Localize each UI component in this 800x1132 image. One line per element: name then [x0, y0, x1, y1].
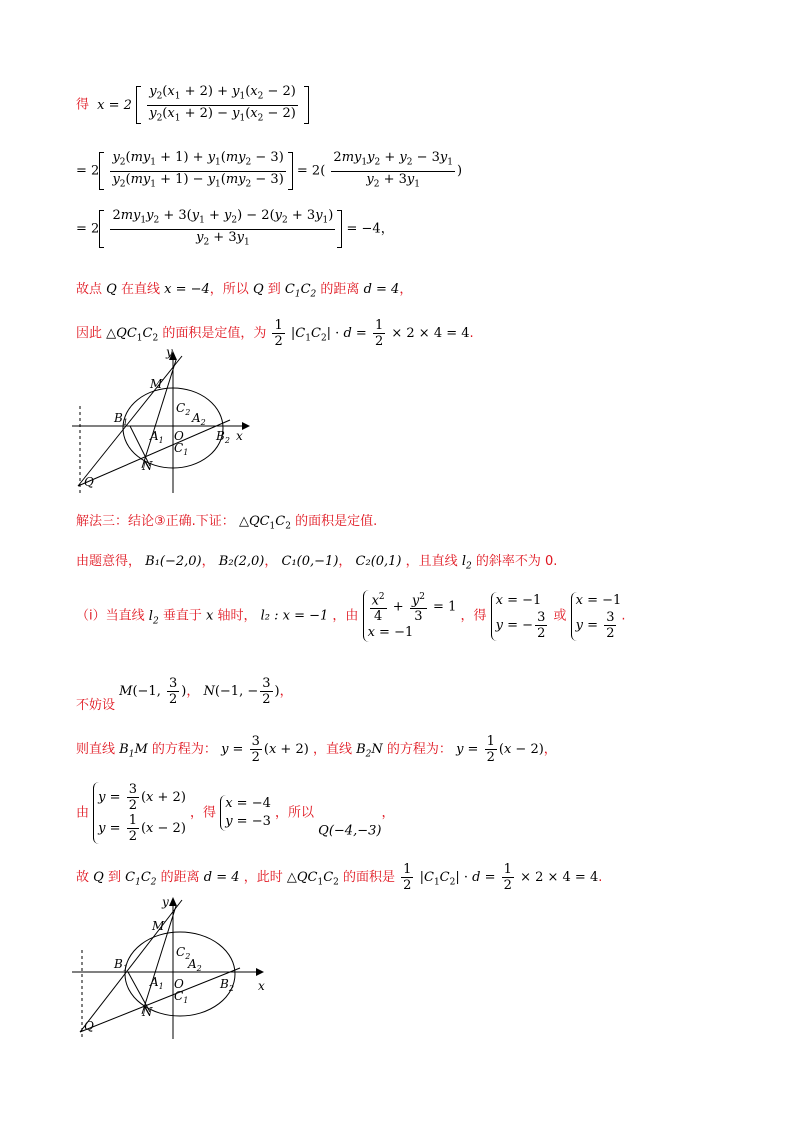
line-area-constant: 因此 $\triangle QC_1C_2$ 的面积是定值，为 $\frac{1}{2}$ $|C_1C_2| \cdot d$ = $\frac{1}{2}$ × 2 × 4 = 4. — [76, 318, 474, 349]
figure-ellipse-2 — [70, 894, 270, 1042]
fraction-1: $\frac{y_2(x_1 + 2) + y_1(x_2 - 2)}{y_2(x_1 + 2) - y_1(x_2 - 2)}$ — [149, 84, 296, 124]
figure-ellipse-1 — [70, 348, 250, 496]
svg-text:B2: $B_2$ — [220, 977, 234, 993]
line-equations: 则直线 $B_1M$ 的方程为： y = $\frac{3}{2}$ (x + 2) ，直线 $B_2N$ 的方程为： y = $\frac{1}{2}$ (x − 2)， — [76, 734, 557, 765]
intersection-system: 由 y = $\frac{3}{2}$ (x + 2) y = $\frac{1}{2}$ (x − 2) ，得 x = −4 y = −3 ，所以 Q(−4,−3)， — [76, 782, 395, 844]
svg-text:N: N — [142, 1005, 153, 1019]
line-simplified: = 2 $\frac{2my_1y_2 + 3(y_1 + y_2) - 2(y_2 + 3y_1)}{y_2 + 3y_1}$ = −4， — [76, 208, 394, 248]
svg-text:B2: $B_2$ — [216, 429, 230, 445]
svg-text:C1: $C_1$ — [174, 441, 189, 457]
svg-text:O: O — [174, 977, 184, 991]
svg-text:A2: $A_2$ — [192, 411, 206, 427]
solution3-title: 解法三：结论③正确.下证： $\triangle QC_1C_2$ 的面积是定值. — [76, 514, 378, 532]
svg-text:Q: Q — [84, 475, 94, 489]
line-q-on-line: 故点 Q 在直线 x = −4，所以 Q 到 $C_1C_2$ 的距离 d = 4， — [76, 282, 413, 300]
svg-text:C2: $C_2$ — [176, 401, 191, 417]
line-x-formula: 得 x = 2 $\frac{y_2(x_1 + 2) + y_1(x_2 - 2)}{y_2(x_1 + 2) - y_1(x_2 - 2)}$ — [76, 84, 309, 126]
svg-text:O: O — [174, 429, 184, 443]
svg-text:M: M — [152, 919, 165, 933]
svg-text:N: N — [142, 459, 153, 473]
svg-text:C2: $C_2$ — [176, 945, 191, 961]
svg-text:A1: $A_1$ — [150, 975, 164, 991]
svg-text:y: y — [166, 348, 173, 359]
line-substitution: = 2 $\frac{y_2(my_1 + 1) + y_1(my_2 - 3)}{y_2(my_1 + 1) - y_1(my_2 - 3)}$ = 2( $\frac{2my_1y_2 + y_2 - 3y_1}{y_2 + 3y_1}$ ) — [76, 150, 463, 190]
svg-text:y: y — [162, 895, 169, 909]
svg-text:x: x — [258, 979, 265, 993]
case-vertical: （i）当直线 $l_2$ 垂直于 x 轴时， l₂ : x = −1 ，由 $\frac{x^2}{4}$ + $\frac{y^2}{3}$ = 1 x = −1 ，得 x = −1 y = − $\frac{3}{2}$ 或 x = −1 y = $\frac{3}{2}$ . — [76, 592, 626, 641]
svg-text:C1: $C_1$ — [174, 989, 189, 1005]
svg-text:A2: $A_2$ — [188, 957, 202, 973]
svg-text:A1: $A_1$ — [150, 429, 164, 445]
svg-text:Q: Q — [84, 1019, 94, 1033]
assume-points: 不妨设 M(−1, $\frac{3}{2}$ )， N(−1, − $\frac{3}{2}$ )， — [76, 676, 293, 713]
svg-text:B1: $B_1$ — [114, 957, 128, 973]
svg-text:x: x — [236, 429, 243, 443]
distance-line: 故 Q 到 $C_1C_2$ 的距离 d = 4 ，此时 $\triangle QC_1C_2$ 的面积是 $\frac{1}{2}$ $|C_1C_2| \cdot d$ = $\frac{1}{2}$ × 2 × 4 = 4. — [76, 862, 603, 893]
svg-text:M: M — [150, 377, 163, 391]
svg-text:B1: $B_1$ — [114, 411, 128, 427]
given-points: 由题意得， B₁(−2,0)， B₂(2,0)， C₁(0,−1)， C₂(0,1) ，且直线 $l_2$ 的斜率不为 0. — [76, 554, 558, 572]
